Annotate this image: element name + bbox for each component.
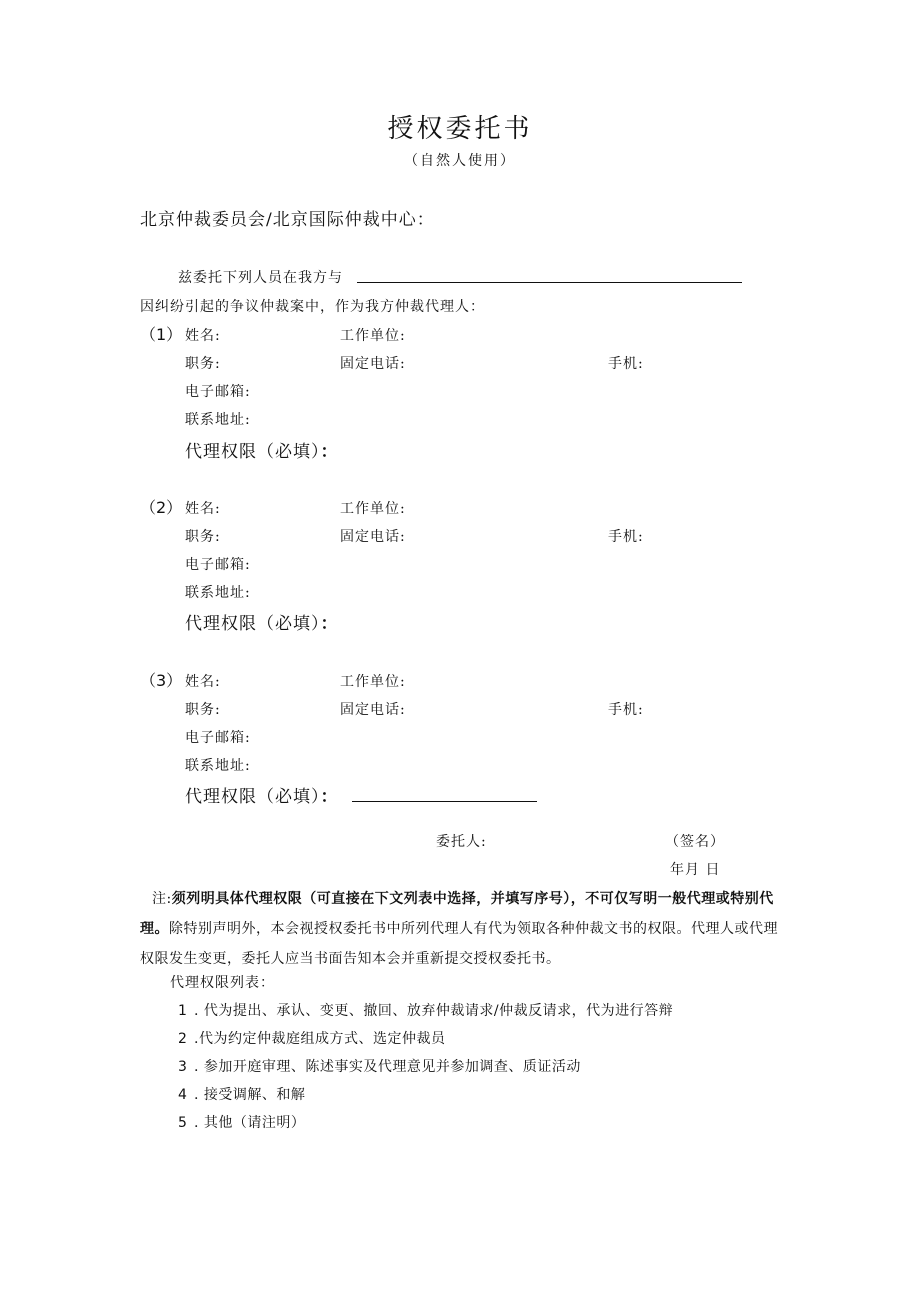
authority-list-item: 1 . 代为提出、承认、变更、撤回、放弃仲裁请求/仲裁反请求，代为进行答辩: [178, 1003, 674, 1019]
position-label: 职务:: [185, 356, 221, 372]
mobile-label: 手机:: [608, 356, 644, 372]
document-title: 授权委托书: [387, 114, 533, 144]
agent-number: （3）: [140, 671, 183, 690]
employer-label: 工作单位:: [340, 674, 406, 690]
employer-label: 工作单位:: [340, 501, 406, 517]
address-label: 联系地址:: [185, 758, 251, 774]
agent-number: （1）: [140, 325, 183, 344]
date-label: 年月 日: [670, 862, 721, 878]
landline-label: 固定电话:: [340, 529, 406, 545]
authority-label: 代理权限（必填）：: [185, 442, 339, 462]
authority-blank[interactable]: [352, 801, 537, 802]
name-label: 姓名:: [185, 328, 221, 344]
address-label: 联系地址:: [185, 585, 251, 601]
opposing-party-blank[interactable]: [357, 282, 742, 283]
authority-list-heading: 代理权限列表：: [170, 975, 275, 991]
intro-line-1: 兹委托下列人员在我方与: [178, 270, 343, 286]
email-label: 电子邮箱:: [185, 730, 251, 746]
note-paragraph: [140, 884, 788, 974]
position-label: 职务:: [185, 702, 221, 718]
signature-label: （签名）: [665, 834, 725, 850]
name-label: 姓名:: [185, 501, 221, 517]
position-label: 职务:: [185, 529, 221, 545]
principal-label: 委托人:: [436, 834, 487, 850]
document-subtitle: （自然人使用）: [404, 153, 516, 169]
landline-label: 固定电话:: [340, 356, 406, 372]
mobile-label: 手机:: [608, 702, 644, 718]
note-prefix: 注:: [152, 891, 172, 907]
note-bold-text: 须列明具体代理权限（可直接在下文列表中选择，并填写序号），不可仅写明一般代理或特别代理。: [140, 891, 774, 937]
landline-label: 固定电话:: [340, 702, 406, 718]
authority-list-item: 4 . 接受调解、和解: [178, 1087, 306, 1103]
authority-list-item: 5 . 其他（请注明）: [178, 1115, 306, 1131]
address-label: 联系地址:: [185, 412, 251, 428]
intro-line-2: 因纠纷引起的争议仲裁案中，作为我方仲裁代理人：: [140, 299, 485, 315]
email-label: 电子邮箱:: [185, 384, 251, 400]
email-label: 电子邮箱:: [185, 557, 251, 573]
authority-list-item: 3 . 参加开庭审理、陈述事实及代理意见并参加调查、质证活动: [178, 1059, 581, 1075]
note-normal-text: 除特别声明外，本会视授权委托书中所列代理人有代为领取各种仲裁文书的权限。代理人或代理权限发生变更，委托人应当书面告知本会并重新提交授权委托书。: [140, 921, 778, 967]
name-label: 姓名:: [185, 674, 221, 690]
agent-number: （2）: [140, 498, 183, 517]
addressee: 北京仲裁委员会/北京国际仲裁中心：: [140, 210, 435, 230]
authority-label: 代理权限（必填）：: [185, 787, 339, 807]
authority-list-item: 2 .代为约定仲裁庭组成方式、选定仲裁员: [178, 1031, 446, 1047]
mobile-label: 手机:: [608, 529, 644, 545]
authority-label: 代理权限（必填）：: [185, 614, 339, 634]
employer-label: 工作单位:: [340, 328, 406, 344]
